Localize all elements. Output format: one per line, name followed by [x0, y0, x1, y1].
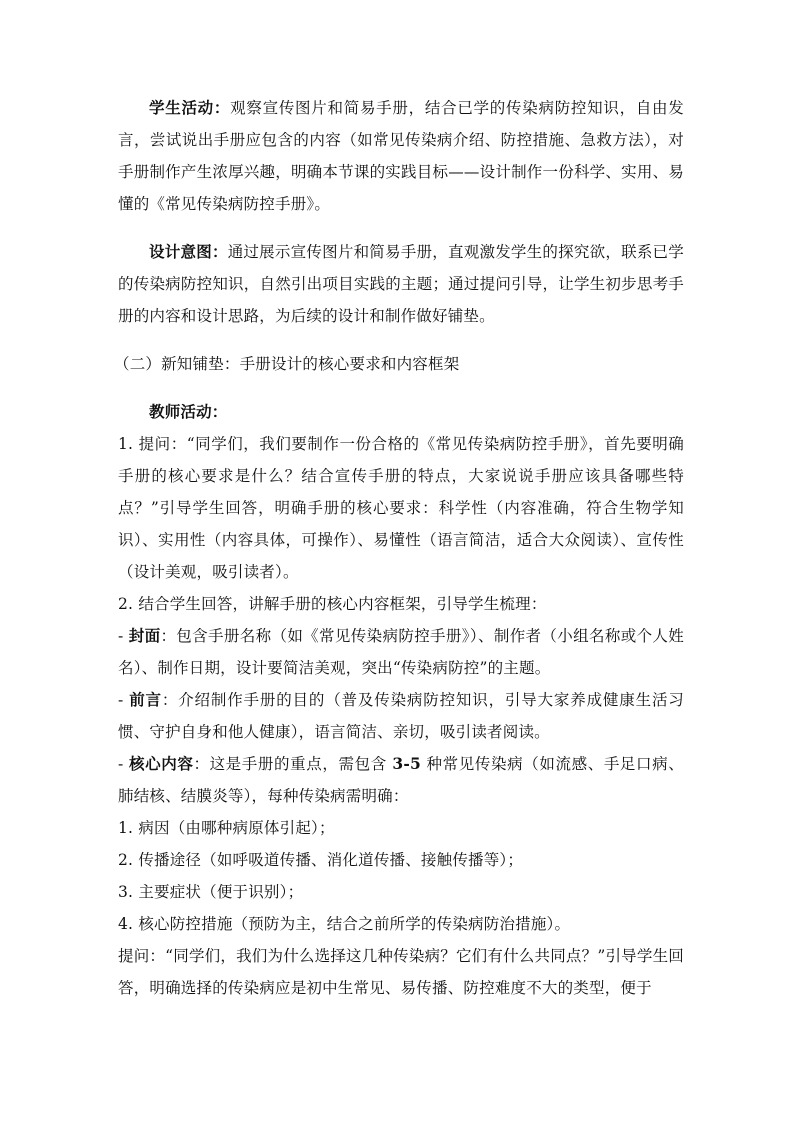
teacher-item-1: 1. 提问：“同学们，我们要制作一份合格的《常见传染病防控手册》，首先要明确手册的核心要求是什么？结合宣传手册的特点，大家说说手册应该具备哪些特点？”引导学生回答，明确手册的核心要求：科学性（内容准确，符合生物学知识）、实用性（内容具体，可操作）、易懂性（语言简洁，适合大众阅读）、宣传性（设计美观，吸引读者）。: [118, 435, 684, 581]
student-activity-paragraph: [118, 92, 684, 220]
section-heading: （二）新知铺垫：手册设计的核心要求和内容框架: [114, 355, 460, 373]
teacher-item-2: 2. 结合学生回答，讲解手册的核心内容框架，引导学生梳理：: [118, 595, 547, 613]
framework-preface: [118, 684, 684, 748]
sub-item-transmission: 2. 传播途径（如呼吸道传播、消化道传播、接触传播等）；: [118, 851, 524, 869]
document-page: [114, 92, 684, 1004]
sub-item-cause: 1. 病因（由哪种病原体引起）；: [118, 819, 335, 837]
sub-item-symptoms: 3. 主要症状（便于识别）；: [118, 883, 304, 901]
design-intent-paragraph: [118, 236, 684, 332]
question-paragraph: 提问：“同学们，我们为什么选择这几种传染病？它们有什么共同点？”引导学生回答，明确选择的传染病应是初中生常见、易传播、防控难度不大的类型，便于: [118, 947, 684, 997]
student-activity-text: 观察宣传图片和简易手册，结合已学的传染病防控知识，自由发言，尝试说出手册应包含的内容（如常见传染病介绍、防控措施、急救方法），对手册制作产生浓厚兴趣，明确本节课的实践目标——设计制作一份科学、实用、易懂的《常见传染病防控手册》。: [118, 99, 684, 213]
framework-cover-label: 封面: [128, 626, 161, 645]
framework-core-text-a: ：这是手册的重点，需包含: [193, 755, 393, 773]
framework-cover-text: ：包含手册名称（如《常见传染病防控手册》）、制作者（小组名称或个人姓名）、制作日期，设计要简洁美观，突出“传染病防控”的主题。: [118, 627, 684, 677]
framework-core-text-b: 种常见传染病（如流感、手足口病、肺结核、结膜炎等），每种传染病需明确：: [118, 755, 684, 805]
framework-core-range: 3-5: [392, 754, 421, 773]
framework-cover: [118, 620, 684, 684]
framework-core-content: [118, 748, 684, 812]
design-intent-label: 设计意图：: [149, 242, 228, 261]
design-intent-text: 通过展示宣传图片和简易手册，直观激发学生的探究欲，联系已学的传染病防控知识，自然引出项目实践的主题；通过提问引导，让学生初步思考手册的内容和设计思路，为后续的设计和制作做好铺垫。: [118, 243, 684, 325]
framework-preface-text: ：介绍制作手册的目的（普及传染病防控知识，引导大家养成健康生活习惯、守护自身和他人健康），语言简洁、亲切，吸引读者阅读。: [118, 691, 684, 741]
teacher-activity-label: 教师活动：: [149, 402, 228, 421]
student-activity-label: 学生活动：: [149, 98, 231, 117]
framework-cover-prefix: -: [118, 627, 129, 645]
framework-preface-prefix: -: [118, 691, 130, 709]
framework-core-label: 核心内容: [128, 754, 194, 773]
framework-preface-label: 前言: [129, 690, 162, 709]
sub-item-prevention: 4. 核心防控措施（预防为主，结合之前所学的传染病防治措施）。: [118, 915, 571, 933]
framework-core-prefix: -: [118, 755, 129, 773]
